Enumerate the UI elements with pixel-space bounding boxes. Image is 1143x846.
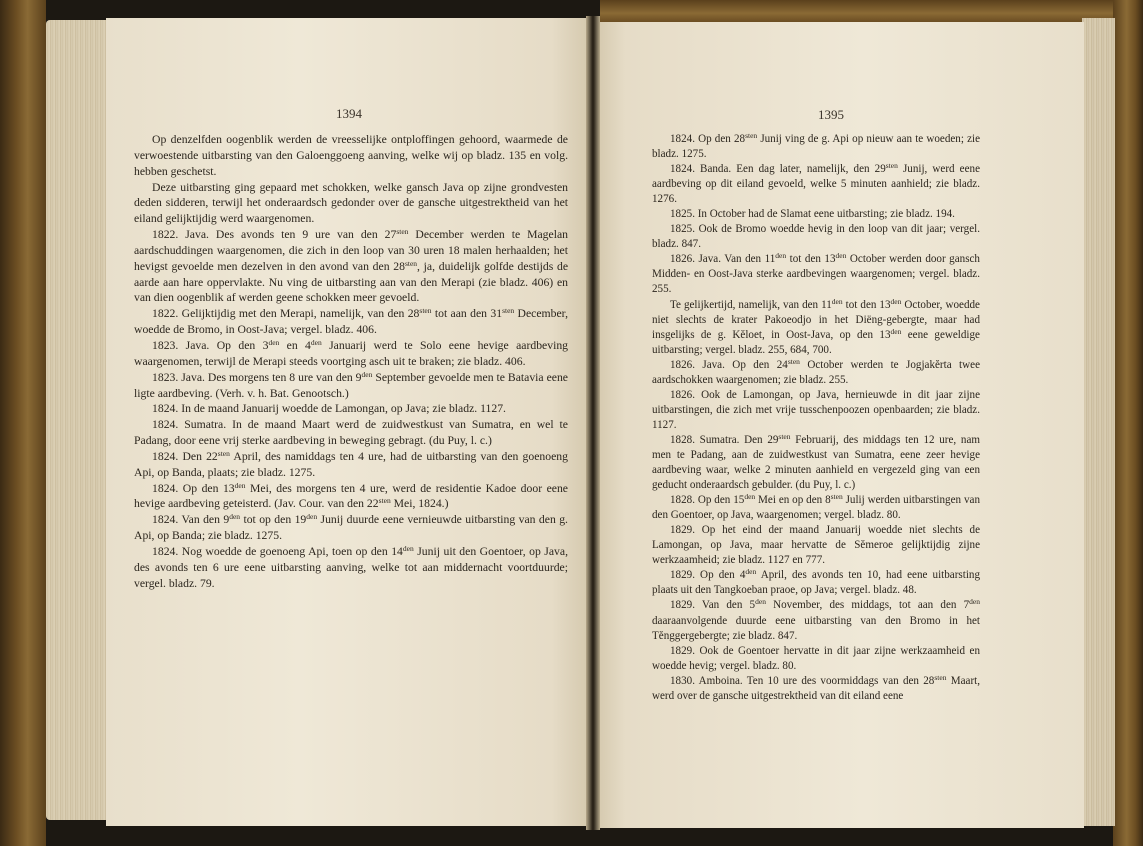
paragraph: Deze uitbarsting ging gepaard met schokken, welke gansch Java op zijne grondvesten deden sidderen, terwijl het onderaardsch gedonder over de gansche uitgestrektheid van het eiland gelijktijdig werd waargenomen. bbox=[134, 180, 568, 226]
paragraph: 1829. Op den $4^{den}$ April, des avonds ten 10, had eene uitbarsting plaats uit den Tangkoeban praoe, op Java; vergel. bladz. 48. bbox=[652, 567, 980, 597]
paragraph: 1828. Op den $15^{den}$ Mei en op den $8^{sten}$ Julij werden uitbarstingen van den Goentoer, op Java, waargenomen; vergel. bladz. 80. bbox=[652, 492, 980, 522]
paragraph: 1829. Op het eind der maand Januarij woedde niet slechts de Lamongan, op Java, maar hervatte de Sĕmeroe gelijktijdig zijne werkzaamheid; zie bladz. 1127 en 777. bbox=[652, 524, 980, 567]
paragraph: 1824. Den $22^{sten}$ April, des namiddags ten 4 ure, had de uitbarsting van den goenoeng Api, op Banda, plaats; zie bladz. 1275. bbox=[134, 448, 568, 479]
paragraph: 1822. Gelijktijdig met den Merapi, namelijk, van den $28^{sten}$ tot aan den $31^{sten}$ December, woedde de Bromo, in Oost-Java; vergel. bladz. 406. bbox=[134, 306, 568, 337]
right-page-text bbox=[652, 132, 980, 704]
book-cover-top bbox=[600, 0, 1143, 22]
paragraph: 1829. Ook de Goentoer hervatte in dit jaar zijne werkzaamheid en woedde hevig; vergel. bladz. 80. bbox=[652, 644, 980, 672]
paragraph: 1823. Java. Des morgens ten 8 ure van den $9^{den}$ September gevoelde men te Batavia eene ligte aardbeving. (Verh. v. h. Bat. Genootsch.) bbox=[134, 369, 568, 400]
right-page-number: 1395 bbox=[818, 107, 844, 122]
paragraph: 1822. Java. Des avonds ten 9 ure van den $27^{sten}$ December werden te Magelan aardschuddingen waargenomen, die zich in den loop van 30 uren 18 malen herhaalden; het hevigst gevoelde men dezelven in den avond van den $28^{sten}$, ja, duidelijk golfde destijds de aarde aan hare oppervlakte. Nu ving de uitbarsting aan van den Merapi (zie bladz. 406) en van dien oogenblik af werden geene schokken meer gevoeld. bbox=[134, 227, 569, 305]
paragraph: Op denzelfden oogenblik werden de vreesselijke ontploffingen gehoord, waarmede de verwoestende uitbarsting van den Galoenggoeng aanving, welke wij op bladz. 135 en volg. hebben geschetst. bbox=[134, 133, 568, 178]
paragraph: 1824. Nog woedde de goenoeng Api, toen op den $14^{den}$ Junij uit den Goentoer, op Java, des avonds ten 6 ure eene uitbarsting aanving, welke tot aan middernacht voortduurde; vergel. bladz. 79. bbox=[134, 543, 568, 590]
page-edges-right bbox=[1082, 18, 1115, 826]
paragraph: 1823. Java. Op den $3^{den}$ en $4^{den}$ Januarij werd te Solo eene hevige aardbeving waargenomen, terwijl de Merapi steeds voortging asch uit te braken; zie bladz. 406. bbox=[134, 337, 569, 368]
left-page-text bbox=[134, 132, 568, 591]
paragraph: 1824. Van den $9^{den}$ tot op den $19^{den}$ Junij duurde eene vernieuwde uitbarsting van den g. Api, op Banda; zie bladz. 1275. bbox=[134, 512, 568, 543]
book-cover-right bbox=[1113, 0, 1143, 846]
book-gutter bbox=[586, 16, 600, 830]
paragraph: 1829. Van den $5^{den}$ November, des middags, tot aan den $7^{den}$ daaraanvolgende duurde eene uitbarsting van den Bromo in het Tĕnggergebergte; zie bladz. 847. bbox=[652, 597, 980, 642]
paragraph: 1826. Java. Op den $24^{sten}$ October werden te Jogjakĕrta twee aardschokken waargenomen; zie bladz. 255. bbox=[652, 356, 980, 386]
paragraph: 1824. In de maand Januarij woedde de Lamongan, op Java; zie bladz. 1127. bbox=[152, 402, 506, 416]
left-page-number: 1394 bbox=[336, 106, 362, 121]
paragraph: 1824. Op den $13^{den}$ Mei, des morgens ten 4 ure, werd de residentie Kadoe door eene hevige aardbeving geteisterd. (Jav. Cour. van den $22^{sten}$ Mei, 1824.) bbox=[134, 480, 568, 511]
paragraph: 1824. Banda. Een dag later, namelijk, den $29^{sten}$ Junij, werd eene aardbeving op dit eiland gevoeld, welke 5 minuten aanhield; zie bladz. 1276. bbox=[652, 161, 980, 206]
paragraph: Te gelijkertijd, namelijk, van den $11^{den}$ tot den $13^{den}$ October, woedde niet slechts de krater Pakoeodjo in het Diëng-gebergte, maar had insgelijks de g. Kĕloet, in Oost-Java, op den $13^{den}$ eene geweldige uitbarsting; vergel. bladz. 255, 684, 700. bbox=[652, 296, 980, 356]
paragraph: 1824. Op den $28^{sten}$ Junij ving de g. Api op nieuw aan te woeden; zie bladz. 1275. bbox=[652, 131, 981, 161]
paragraph: 1828. Sumatra. Den $29^{sten}$ Februarij, des middags ten 12 ure, nam men te Padang, aan de zuidwestkust van Sumatra, eene zeer hevige aardbeving waar, welke 2 minuten aanhield en vergezeld ging van een geducht onderaardsch gebulder. (du Puy, l. c.) bbox=[652, 431, 980, 492]
paragraph: 1826. Ook de Lamongan, op Java, hernieuwde in dit jaar zijne uitbarstingen, die zich met vrije tusschenpoozen openbaarden; zie bladz. 1127. bbox=[652, 388, 980, 431]
book-cover-left bbox=[0, 0, 46, 846]
page-edges-left bbox=[46, 20, 110, 820]
paragraph: 1824. Sumatra. In de maand Maart werd de zuidwestkust van Sumatra, en wel te Padang, door eene vrij sterke aardbeving in beweging gebragt. (du Puy, l. c.) bbox=[134, 418, 568, 448]
paragraph: 1825. In October had de Slamat eene uitbarsting; zie bladz. 194. bbox=[670, 208, 955, 221]
paragraph: 1825. Ook de Bromo woedde hevig in den loop van dit jaar; vergel. bladz. 847. bbox=[652, 223, 980, 251]
paragraph: 1826. Java. Van den $11^{den}$ tot den $13^{den}$ October werden door gansch Midden- en Oost-Java sterke aardbevingen waargenomen; vergel. bladz. 255. bbox=[652, 251, 980, 296]
paragraph: 1830. Amboina. Ten 10 ure des voormiddags van den $28^{sten}$ Maart, werd over de gansche uitgestrektheid van dit eiland eene bbox=[652, 672, 980, 702]
